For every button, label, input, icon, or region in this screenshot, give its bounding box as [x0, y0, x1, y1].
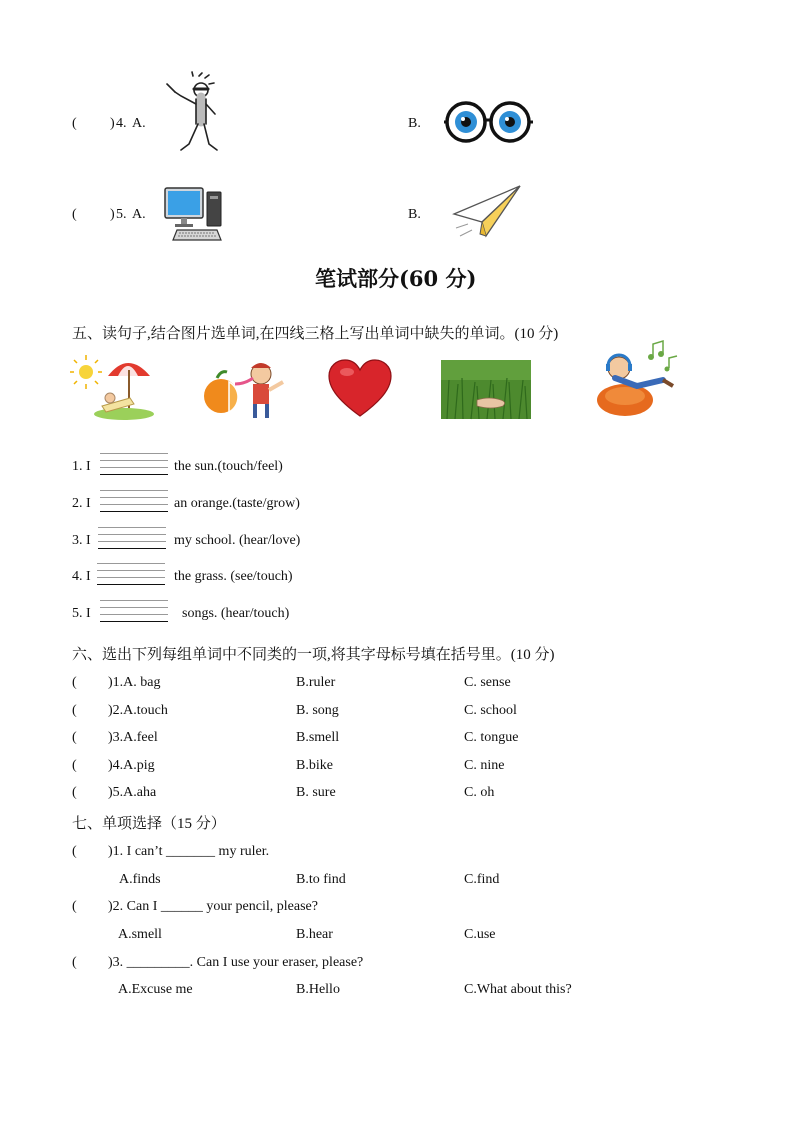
option-c: C. school — [464, 703, 517, 718]
beach-sun-icon — [72, 352, 158, 422]
answer-paren-close: ) — [110, 116, 115, 131]
option-b: B.bike — [296, 758, 333, 773]
sentence-lead: 5. I — [72, 606, 91, 621]
grass-hand-icon — [441, 360, 531, 419]
option-b: B.smell — [296, 730, 340, 745]
option-b: B.ruler — [296, 675, 336, 690]
choice-c: C.What about this? — [464, 982, 572, 997]
option-b: B. song — [296, 703, 339, 718]
sentence-tail: an orange.(taste/grow) — [174, 496, 300, 511]
choice-a: A.finds — [119, 872, 161, 887]
answer-paren-open: ( — [72, 207, 77, 222]
option-b-label: B. — [408, 116, 421, 131]
choice-a: A.smell — [118, 927, 162, 942]
sentence-tail: the sun.(touch/feel) — [174, 459, 283, 474]
blind-man-walking-icon — [165, 72, 225, 156]
taste-orange-icon — [203, 360, 293, 420]
section-7-heading: 七、单项选择（15 分） — [72, 816, 226, 832]
eyes-glasses-icon — [444, 100, 534, 144]
paper-plane-icon — [452, 184, 524, 240]
sentence-tail: songs. (hear/touch) — [182, 606, 290, 621]
option-a: )2.A.touch — [108, 703, 168, 718]
written-section-title: 笔试部分(60 分) — [315, 266, 477, 291]
sentence-lead: 3. I — [72, 533, 91, 548]
choice-a: A.Excuse me — [118, 982, 193, 997]
four-line-grid-input[interactable] — [100, 453, 168, 475]
music-listening-icon — [593, 340, 685, 420]
option-a: )1.A. bag — [108, 675, 161, 690]
question-text: )1. I can’t _______ my ruler. — [108, 844, 270, 859]
answer-paren-open: ( — [72, 116, 77, 131]
sentence-tail: the grass. (see/touch) — [174, 569, 293, 584]
four-line-grid-input[interactable] — [100, 600, 168, 622]
option-c: C. tongue — [464, 730, 519, 745]
option-a-label: A. — [132, 207, 146, 222]
computer-icon — [163, 186, 225, 242]
answer-paren-close: ) — [110, 207, 115, 222]
choice-c: C.use — [464, 927, 496, 942]
option-c: C. oh — [464, 785, 495, 800]
answer-paren[interactable]: ( — [72, 675, 77, 690]
answer-paren[interactable]: ( — [72, 703, 77, 718]
sentence-lead: 4. I — [72, 569, 91, 584]
option-a: )4.A.pig — [108, 758, 155, 773]
sentence-lead: 2. I — [72, 496, 91, 511]
sentence-lead: 1. I — [72, 459, 91, 474]
heart-icon — [327, 358, 393, 418]
option-a-label: A. — [132, 116, 146, 131]
item-number: 5. — [116, 207, 127, 222]
section-6-heading: 六、选出下列每组单词中不同类的一项,将其字母标号填在括号里。(10 分) — [72, 647, 555, 663]
choice-b: B.hear — [296, 927, 333, 942]
four-line-grid-input[interactable] — [97, 563, 165, 585]
answer-paren[interactable]: ( — [72, 844, 77, 859]
four-line-grid-input[interactable] — [98, 527, 166, 549]
answer-paren[interactable]: ( — [72, 758, 77, 773]
answer-paren[interactable]: ( — [72, 955, 77, 970]
option-c: C. sense — [464, 675, 511, 690]
choice-b: B.to find — [296, 872, 346, 887]
four-line-grid-input[interactable] — [100, 490, 168, 512]
answer-paren[interactable]: ( — [72, 899, 77, 914]
section-5-heading: 五、读句子,结合图片选单词,在四线三格上写出单词中缺失的单词。(10 分) — [72, 326, 559, 342]
option-b: B. sure — [296, 785, 336, 800]
option-c: C. nine — [464, 758, 505, 773]
option-a: )3.A.feel — [108, 730, 158, 745]
choice-b: B.Hello — [296, 982, 340, 997]
answer-paren[interactable]: ( — [72, 785, 77, 800]
option-b-label: B. — [408, 207, 421, 222]
sentence-tail: my school. (hear/love) — [174, 533, 301, 548]
question-text: )2. Can I ______ your pencil, please? — [108, 899, 318, 914]
question-text: )3. _________. Can I use your eraser, please? — [108, 955, 364, 970]
choice-c: C.find — [464, 872, 500, 887]
option-a: )5.A.aha — [108, 785, 157, 800]
item-number: 4. — [116, 116, 127, 131]
answer-paren[interactable]: ( — [72, 730, 77, 745]
